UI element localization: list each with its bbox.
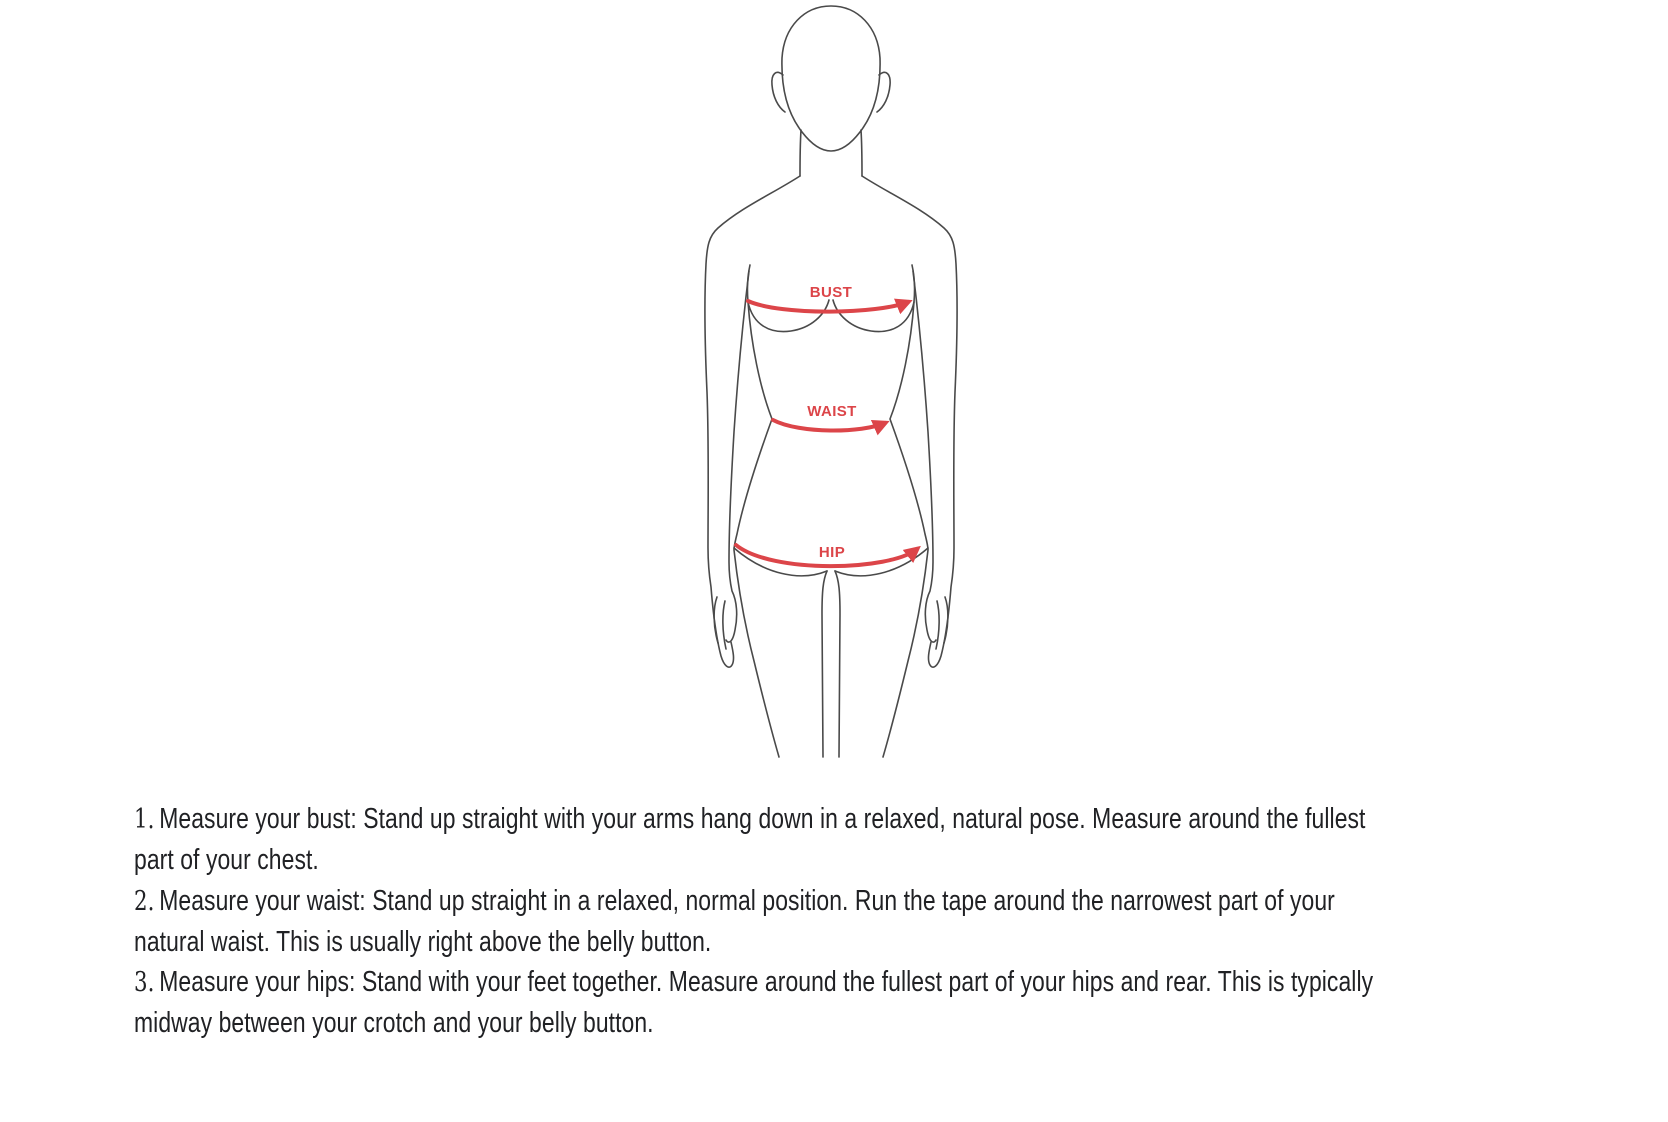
right-hand-finger	[936, 601, 939, 649]
instruction-item-waist	[134, 881, 1493, 963]
head-outline	[782, 6, 880, 151]
instruction-text-line: Measure your waist: Stand up straight in a relaxed, normal position. Run the tape around the narrowest part of your	[159, 884, 1335, 917]
instruction-number: 1.	[134, 804, 155, 835]
left-arm-inner	[726, 271, 749, 642]
measurement-diagram	[650, 0, 1010, 760]
measuring-instructions	[134, 799, 1493, 1044]
instruction-text-line: midway between your crotch and your belly button.	[134, 1007, 654, 1040]
body-outline	[705, 6, 957, 757]
neck-left	[800, 130, 801, 176]
neck-right	[861, 130, 862, 176]
waist-label: WAIST	[807, 403, 857, 420]
measurement-labels	[807, 284, 857, 561]
instruction-item-hips	[134, 962, 1493, 1044]
inner-thigh-right	[835, 571, 840, 757]
instruction-number: 2.	[134, 885, 155, 917]
instruction-text-line: Measure your bust: Stand up straight with your arms hang down in a relaxed, natural pose. Measure around the fullest	[159, 803, 1366, 835]
left-arm-outer	[705, 176, 800, 667]
bust-label: BUST	[809, 284, 853, 301]
right-arm-inner	[913, 271, 936, 642]
torso-left-side	[734, 265, 779, 757]
hip-label: HIP	[818, 544, 846, 561]
measurement-arrows	[736, 301, 917, 566]
left-hand-finger	[723, 601, 726, 649]
instruction-text-line: part of your chest.	[134, 844, 319, 877]
instruction-item-bust	[134, 799, 1493, 881]
waist-arrow	[773, 420, 885, 431]
inner-thigh-left	[822, 571, 827, 757]
instruction-text-line: natural waist. This is usually right above the belly button.	[134, 925, 712, 958]
instruction-number: 3.	[134, 967, 155, 999]
right-arm-outer	[862, 176, 957, 667]
instruction-text-line: Measure your hips: Stand with your feet together. Measure around the fullest part of your hips and rear. This is typically	[159, 966, 1374, 999]
torso-right-side	[883, 265, 928, 757]
body-figure-illustration	[650, 0, 1010, 760]
